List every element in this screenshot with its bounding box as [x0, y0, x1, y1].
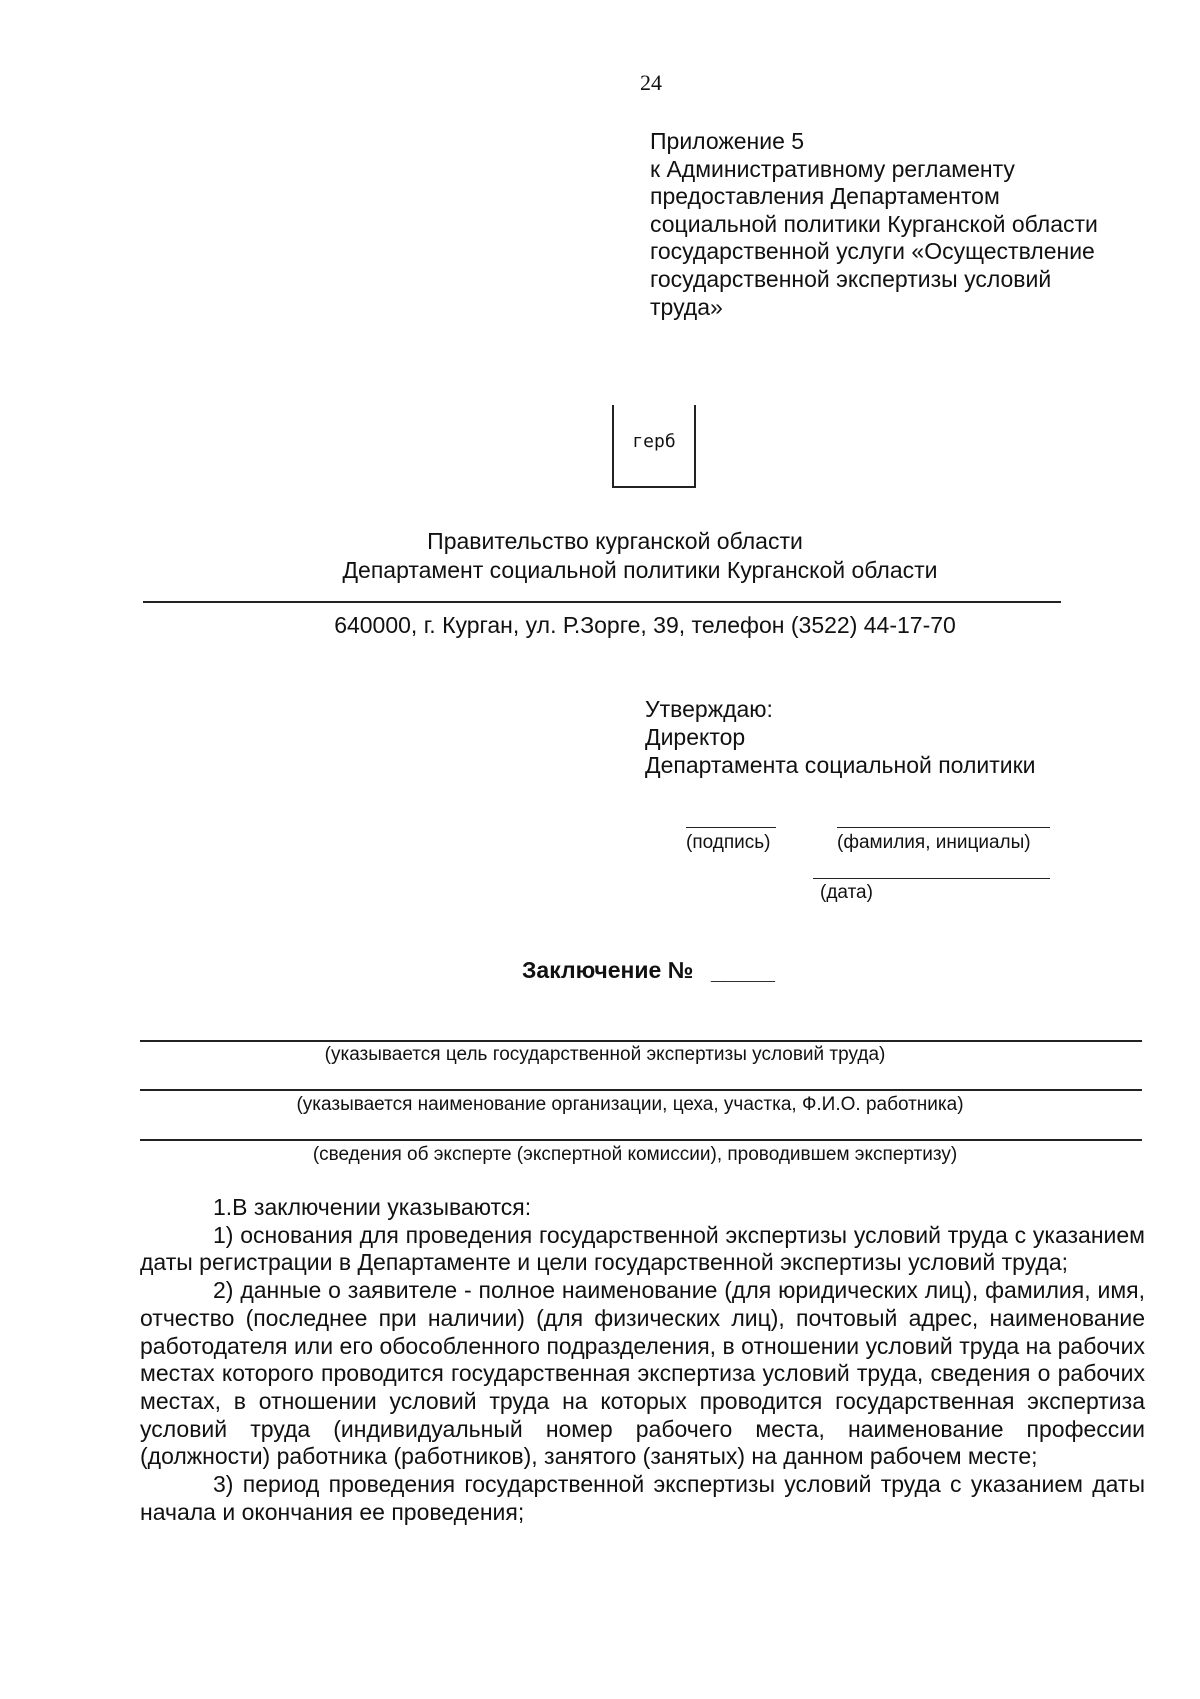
approval-department: Департамента социальной политики: [645, 752, 1036, 778]
document-title: Заключение №: [522, 957, 694, 983]
name-line: [837, 827, 1050, 828]
signature-line: [686, 827, 776, 828]
body-item: 1) основания для проведения государственной экспертизы условий труда с указанием даты регистрации в Департаменте и цели государственной экспертизы условий труда;: [140, 1221, 1145, 1276]
department-name: Департамент социальной политики Курганской области: [342, 557, 938, 583]
appendix-header: [650, 128, 1150, 321]
body-item: 3) период проведения государственной экспертизы условий труда с указанием даты начала и окончания ее проведения;: [140, 1471, 1145, 1525]
field-caption-purpose: (указывается цель государственной экспертизы условий труда): [324, 1044, 886, 1065]
appendix-line: государственной экспертизы условий: [650, 265, 1052, 292]
body-text: [140, 1194, 1145, 1526]
body-item: 2) данные о заявителе - полное наименование (для юридических лиц), фамилия, имя, отчество (последнее при наличии) (для физических лиц), почтовый адрес, наименование работодателя или его обособленного подразделения, в отношении условий труда на рабочих местах которого проводится государственная экспертиза условий труда, сведения о рабочих местах, в отношении условий труда на которых проводится государственная экспертиза условий труда (индивидуальный номер рабочего места, наименование профессии (должности) работника (работников), занятого (занятых) на данном рабочем месте;: [140, 1277, 1145, 1470]
field-caption-organization: (указывается наименование организации, цеха, участка, Ф.И.О. работника): [296, 1094, 964, 1115]
appendix-line: государственной услуги «Осуществление: [650, 238, 1095, 265]
emblem-label: герб: [632, 431, 676, 452]
field-line-purpose: [140, 1040, 1142, 1042]
government-name: Правительство курганской области: [427, 528, 803, 554]
emblem-placeholder: [612, 405, 696, 488]
appendix-line: к Административному регламенту: [650, 155, 1015, 182]
field-line-expert: [140, 1139, 1142, 1141]
appendix-line: предоставления Департаментом: [650, 183, 1000, 210]
field-caption-expert: (сведения об эксперте (экспертной комиссии), проводившем экспертизу): [312, 1144, 958, 1165]
page-number: 24: [640, 70, 662, 95]
date-line: [813, 878, 1050, 879]
signature-caption: (подпись): [686, 832, 771, 853]
approval-heading: Утверждаю:: [645, 696, 773, 722]
document-number-blank: _____: [711, 958, 775, 984]
department-address: 640000, г. Курган, ул. Р.Зорге, 39, телефон (3522) 44-17-70: [334, 612, 956, 638]
date-caption: (дата): [820, 882, 873, 903]
approval-position: Директор: [645, 724, 746, 750]
appendix-line: Приложение 5: [650, 128, 805, 154]
appendix-line: социальной политики Курганской области: [650, 210, 1098, 237]
field-line-organization: [140, 1089, 1142, 1091]
address-divider: [143, 601, 1061, 603]
appendix-line: труда»: [650, 293, 723, 320]
name-caption: (фамилия, инициалы): [837, 832, 1031, 853]
body-intro: 1.В заключении указываются:: [213, 1194, 532, 1220]
